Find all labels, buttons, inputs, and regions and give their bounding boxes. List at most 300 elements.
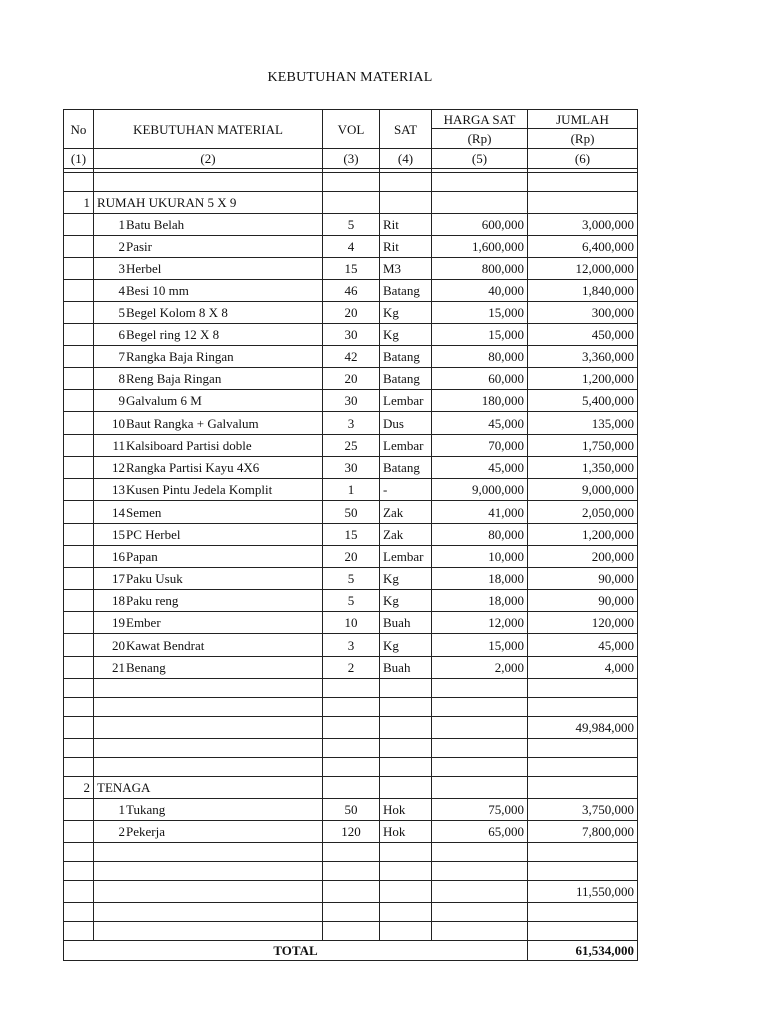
item-harga: 2,000	[432, 657, 528, 679]
item-cell	[94, 258, 323, 280]
item-vol: 20	[323, 302, 380, 324]
item-jumlah: 3,360,000	[528, 346, 638, 368]
item-no-cell	[64, 390, 94, 412]
empty-cell	[432, 698, 528, 717]
item-harga: 1,600,000	[432, 236, 528, 258]
item-name: Papan	[126, 549, 158, 564]
item-no-cell	[64, 546, 94, 568]
item-cell	[94, 501, 323, 524]
item-vol: 5	[323, 568, 380, 590]
item-cell	[94, 568, 323, 590]
empty-cell	[64, 679, 94, 698]
col-number: (6)	[528, 149, 638, 169]
item-jumlah: 3,750,000	[528, 799, 638, 821]
item-jumlah: 135,000	[528, 412, 638, 435]
item-harga: 15,000	[432, 302, 528, 324]
empty-cell	[94, 862, 323, 881]
empty-row	[64, 698, 638, 717]
item-no-cell	[64, 479, 94, 501]
item-cell	[94, 821, 323, 843]
item-sat: Batang	[380, 457, 432, 479]
item-vol: 5	[323, 214, 380, 236]
subtotal-row	[64, 717, 638, 739]
item-no-cell	[64, 457, 94, 479]
empty-cell	[94, 922, 323, 941]
item-row	[64, 390, 638, 412]
section-row	[64, 777, 638, 799]
item-cell	[94, 457, 323, 479]
empty-cell	[323, 717, 380, 739]
item-cell	[94, 479, 323, 501]
empty-cell	[323, 903, 380, 922]
empty-row	[64, 739, 638, 758]
item-cell	[94, 590, 323, 612]
item-sat: Kg	[380, 634, 432, 657]
empty-cell	[380, 717, 432, 739]
item-jumlah: 2,050,000	[528, 501, 638, 524]
item-sat: Hok	[380, 821, 432, 843]
item-no-cell	[64, 214, 94, 236]
item-no-cell	[64, 799, 94, 821]
item-number: 17	[112, 571, 125, 586]
item-jumlah: 200,000	[528, 546, 638, 568]
item-jumlah: 300,000	[528, 302, 638, 324]
item-sat: -	[380, 479, 432, 501]
item-name: Kawat Bendrat	[126, 637, 205, 653]
empty-cell	[528, 192, 638, 214]
empty-cell	[528, 173, 638, 192]
item-name: PC Herbel	[126, 527, 181, 542]
empty-cell	[528, 862, 638, 881]
item-harga: 80,000	[432, 524, 528, 546]
col-number: (3)	[323, 149, 380, 169]
item-vol: 30	[323, 390, 380, 412]
item-vol: 25	[323, 435, 380, 457]
item-cell	[94, 368, 323, 390]
empty-row	[64, 679, 638, 698]
item-vol: 15	[323, 524, 380, 546]
empty-cell	[64, 903, 94, 922]
item-harga: 18,000	[432, 568, 528, 590]
item-jumlah: 90,000	[528, 568, 638, 590]
item-row	[64, 612, 638, 634]
item-number: 4	[118, 283, 125, 298]
empty-cell	[323, 698, 380, 717]
item-row	[64, 501, 638, 524]
item-no-cell	[64, 435, 94, 457]
item-cell	[94, 799, 323, 821]
item-sat: Zak	[380, 524, 432, 546]
item-sat: Zak	[380, 501, 432, 524]
empty-cell	[432, 881, 528, 903]
item-row	[64, 657, 638, 679]
item-vol: 46	[323, 280, 380, 302]
empty-cell	[94, 739, 323, 758]
item-sat: Rit	[380, 236, 432, 258]
col-number: (5)	[432, 149, 528, 169]
item-harga: 9,000,000	[432, 479, 528, 501]
empty-cell	[432, 173, 528, 192]
empty-cell	[64, 173, 94, 192]
item-cell	[94, 657, 323, 679]
item-vol: 3	[323, 634, 380, 657]
item-number: 10	[112, 415, 125, 431]
item-vol: 120	[323, 821, 380, 843]
item-sat: Kg	[380, 590, 432, 612]
section-row	[64, 192, 638, 214]
empty-cell	[528, 679, 638, 698]
item-row	[64, 479, 638, 501]
item-no-cell	[64, 346, 94, 368]
empty-cell	[323, 843, 380, 862]
item-vol: 20	[323, 368, 380, 390]
item-sat: Rit	[380, 214, 432, 236]
item-sat: Kg	[380, 302, 432, 324]
table-body	[64, 110, 638, 961]
item-cell	[94, 612, 323, 634]
item-vol: 30	[323, 457, 380, 479]
item-row	[64, 524, 638, 546]
item-number: 1	[118, 802, 125, 817]
empty-cell	[323, 173, 380, 192]
empty-cell	[528, 903, 638, 922]
item-cell	[94, 390, 323, 412]
total-value: 61,534,000	[528, 941, 638, 961]
item-no-cell	[64, 236, 94, 258]
item-harga: 10,000	[432, 546, 528, 568]
item-row	[64, 799, 638, 821]
item-harga: 18,000	[432, 590, 528, 612]
item-name: Tukang	[126, 802, 166, 817]
item-harga: 40,000	[432, 280, 528, 302]
item-number: 1	[118, 217, 125, 232]
item-sat: Lembar	[380, 546, 432, 568]
empty-cell	[432, 777, 528, 799]
empty-cell	[94, 903, 323, 922]
item-no-cell	[64, 634, 94, 657]
subtotal-row	[64, 881, 638, 903]
item-name: Rangka Partisi Kayu 4X6	[126, 460, 260, 475]
item-name: Kalsiboard Partisi doble	[126, 438, 252, 453]
empty-cell	[64, 758, 94, 777]
item-number: 5	[118, 305, 125, 320]
item-jumlah: 9,000,000	[528, 479, 638, 501]
header-vol: VOL	[323, 110, 380, 149]
header-sat: SAT	[380, 110, 432, 149]
empty-cell	[94, 679, 323, 698]
item-sat: Kg	[380, 324, 432, 346]
item-number: 16	[112, 549, 125, 564]
item-sat: Kg	[380, 568, 432, 590]
item-no-cell	[64, 258, 94, 280]
item-row	[64, 324, 638, 346]
item-jumlah: 450,000	[528, 324, 638, 346]
empty-cell	[380, 679, 432, 698]
item-row	[64, 368, 638, 390]
empty-cell	[94, 698, 323, 717]
empty-cell	[432, 862, 528, 881]
page-title: KEBUTUHAN MATERIAL	[267, 70, 433, 85]
item-cell	[94, 634, 323, 657]
item-no-cell	[64, 412, 94, 435]
empty-cell	[64, 862, 94, 881]
total-label: TOTAL	[64, 941, 528, 961]
subtotal-value: 11,550,000	[528, 881, 638, 903]
empty-cell	[64, 922, 94, 941]
item-no-cell	[64, 501, 94, 524]
header-item: KEBUTUHAN MATERIAL	[94, 110, 323, 149]
item-cell	[94, 435, 323, 457]
empty-cell	[528, 922, 638, 941]
empty-cell	[380, 192, 432, 214]
item-sat: Batang	[380, 346, 432, 368]
item-row	[64, 821, 638, 843]
item-name: Paku reng	[126, 593, 179, 608]
item-number: 20	[112, 637, 125, 653]
item-harga: 15,000	[432, 634, 528, 657]
empty-row	[64, 922, 638, 941]
item-jumlah: 3,000,000	[528, 214, 638, 236]
item-name: Pasir	[126, 239, 152, 254]
item-harga: 800,000	[432, 258, 528, 280]
empty-cell	[380, 903, 432, 922]
empty-cell	[380, 739, 432, 758]
col-number: (1)	[64, 149, 94, 169]
item-cell	[94, 324, 323, 346]
item-row	[64, 568, 638, 590]
empty-cell	[380, 881, 432, 903]
total-row	[64, 941, 638, 961]
item-sat: Hok	[380, 799, 432, 821]
item-harga: 80,000	[432, 346, 528, 368]
item-vol: 3	[323, 412, 380, 435]
item-jumlah: 1,750,000	[528, 435, 638, 457]
item-vol: 5	[323, 590, 380, 612]
empty-row	[64, 862, 638, 881]
item-sat: Lembar	[380, 390, 432, 412]
item-row	[64, 435, 638, 457]
item-vol: 1	[323, 479, 380, 501]
item-jumlah: 5,400,000	[528, 390, 638, 412]
item-row	[64, 546, 638, 568]
item-sat: Buah	[380, 612, 432, 634]
item-name: Kusen Pintu Jedela Komplit	[126, 482, 273, 497]
empty-row	[64, 903, 638, 922]
item-name: Pekerja	[126, 824, 165, 839]
item-jumlah: 1,200,000	[528, 368, 638, 390]
empty-cell	[432, 903, 528, 922]
section-name: RUMAH UKURAN 5 X 9	[94, 192, 323, 214]
header-harga-unit: (Rp)	[432, 129, 528, 149]
empty-cell	[380, 698, 432, 717]
empty-cell	[64, 717, 94, 739]
item-number: 6	[118, 327, 125, 342]
item-jumlah: 1,840,000	[528, 280, 638, 302]
empty-cell	[528, 843, 638, 862]
item-name: Begel Kolom 8 X 8	[126, 305, 228, 320]
item-cell	[94, 412, 323, 435]
item-number: 2	[118, 824, 125, 839]
material-table	[63, 109, 638, 961]
empty-cell	[380, 862, 432, 881]
header-harga: HARGA SAT	[432, 110, 528, 129]
section-number: 1	[64, 192, 94, 214]
item-harga: 60,000	[432, 368, 528, 390]
empty-row	[64, 173, 638, 192]
empty-cell	[94, 758, 323, 777]
item-number: 11	[112, 438, 125, 453]
item-row	[64, 457, 638, 479]
item-vol: 10	[323, 612, 380, 634]
empty-cell	[380, 922, 432, 941]
item-vol: 50	[323, 501, 380, 524]
item-sat: M3	[380, 258, 432, 280]
item-number: 14	[112, 504, 125, 520]
item-number: 2	[118, 239, 125, 254]
header-row-top	[64, 110, 638, 129]
item-cell	[94, 236, 323, 258]
item-vol: 42	[323, 346, 380, 368]
item-number: 13	[112, 482, 125, 497]
empty-cell	[64, 739, 94, 758]
item-jumlah: 90,000	[528, 590, 638, 612]
item-harga: 41,000	[432, 501, 528, 524]
header-jumlah: JUMLAH	[528, 110, 638, 129]
item-vol: 2	[323, 657, 380, 679]
item-row	[64, 634, 638, 657]
item-no-cell	[64, 280, 94, 302]
item-no-cell	[64, 368, 94, 390]
empty-cell	[94, 843, 323, 862]
item-number: 18	[112, 593, 125, 608]
item-no-cell	[64, 612, 94, 634]
item-vol: 50	[323, 799, 380, 821]
item-name: Herbel	[126, 261, 162, 276]
item-sat: Lembar	[380, 435, 432, 457]
item-name: Begel ring 12 X 8	[126, 327, 220, 342]
empty-cell	[64, 881, 94, 903]
item-row	[64, 412, 638, 435]
item-sat: Batang	[380, 368, 432, 390]
item-number: 15	[112, 527, 125, 542]
empty-cell	[380, 173, 432, 192]
item-jumlah: 1,200,000	[528, 524, 638, 546]
item-jumlah: 12,000,000	[528, 258, 638, 280]
item-row	[64, 236, 638, 258]
item-number: 12	[112, 460, 125, 475]
empty-cell	[528, 739, 638, 758]
empty-cell	[432, 717, 528, 739]
empty-row	[64, 843, 638, 862]
item-name: Ember	[126, 615, 161, 630]
empty-cell	[323, 881, 380, 903]
empty-cell	[323, 862, 380, 881]
subtotal-value: 49,984,000	[528, 717, 638, 739]
section-number: 2	[64, 777, 94, 799]
item-no-cell	[64, 568, 94, 590]
item-sat: Dus	[380, 412, 432, 435]
item-harga: 70,000	[432, 435, 528, 457]
item-cell	[94, 302, 323, 324]
empty-cell	[432, 679, 528, 698]
item-harga: 600,000	[432, 214, 528, 236]
item-number: 8	[118, 371, 125, 386]
item-harga: 12,000	[432, 612, 528, 634]
empty-cell	[323, 758, 380, 777]
item-row	[64, 302, 638, 324]
empty-cell	[432, 192, 528, 214]
col-number: (4)	[380, 149, 432, 169]
item-jumlah: 4,000	[528, 657, 638, 679]
item-cell	[94, 346, 323, 368]
item-vol: 4	[323, 236, 380, 258]
item-cell	[94, 524, 323, 546]
empty-cell	[432, 843, 528, 862]
item-vol: 30	[323, 324, 380, 346]
item-harga: 180,000	[432, 390, 528, 412]
item-vol: 20	[323, 546, 380, 568]
empty-cell	[528, 758, 638, 777]
item-harga: 15,000	[432, 324, 528, 346]
item-name: Baut Rangka + Galvalum	[126, 415, 259, 431]
item-name: Semen	[126, 504, 162, 520]
empty-cell	[528, 698, 638, 717]
item-name: Besi 10 mm	[126, 283, 189, 298]
empty-cell	[94, 173, 323, 192]
item-name: Rangka Baja Ringan	[126, 349, 234, 364]
item-row	[64, 346, 638, 368]
empty-cell	[323, 739, 380, 758]
empty-cell	[94, 881, 323, 903]
item-no-cell	[64, 821, 94, 843]
item-cell	[94, 280, 323, 302]
empty-cell	[380, 758, 432, 777]
item-row	[64, 258, 638, 280]
item-harga: 75,000	[432, 799, 528, 821]
item-name: Galvalum 6 M	[126, 393, 202, 408]
empty-cell	[64, 843, 94, 862]
empty-cell	[380, 843, 432, 862]
item-number: 9	[118, 393, 125, 408]
empty-cell	[380, 777, 432, 799]
item-number: 7	[118, 349, 125, 364]
empty-cell	[94, 717, 323, 739]
item-no-cell	[64, 302, 94, 324]
item-jumlah: 120,000	[528, 612, 638, 634]
column-number-row	[64, 149, 638, 169]
item-number: 21	[112, 660, 125, 675]
item-sat: Buah	[380, 657, 432, 679]
item-number: 3	[118, 261, 125, 276]
item-name: Reng Baja Ringan	[126, 371, 222, 386]
item-jumlah: 45,000	[528, 634, 638, 657]
item-no-cell	[64, 657, 94, 679]
item-jumlah: 6,400,000	[528, 236, 638, 258]
item-no-cell	[64, 590, 94, 612]
item-name: Batu Belah	[126, 217, 185, 232]
item-no-cell	[64, 524, 94, 546]
item-name: Paku Usuk	[126, 571, 183, 586]
item-cell	[94, 214, 323, 236]
empty-cell	[432, 922, 528, 941]
empty-cell	[432, 739, 528, 758]
col-number: (2)	[94, 149, 323, 169]
empty-cell	[323, 679, 380, 698]
empty-cell	[528, 777, 638, 799]
item-name: Benang	[126, 660, 166, 675]
header-no: No	[64, 110, 94, 149]
item-row	[64, 590, 638, 612]
